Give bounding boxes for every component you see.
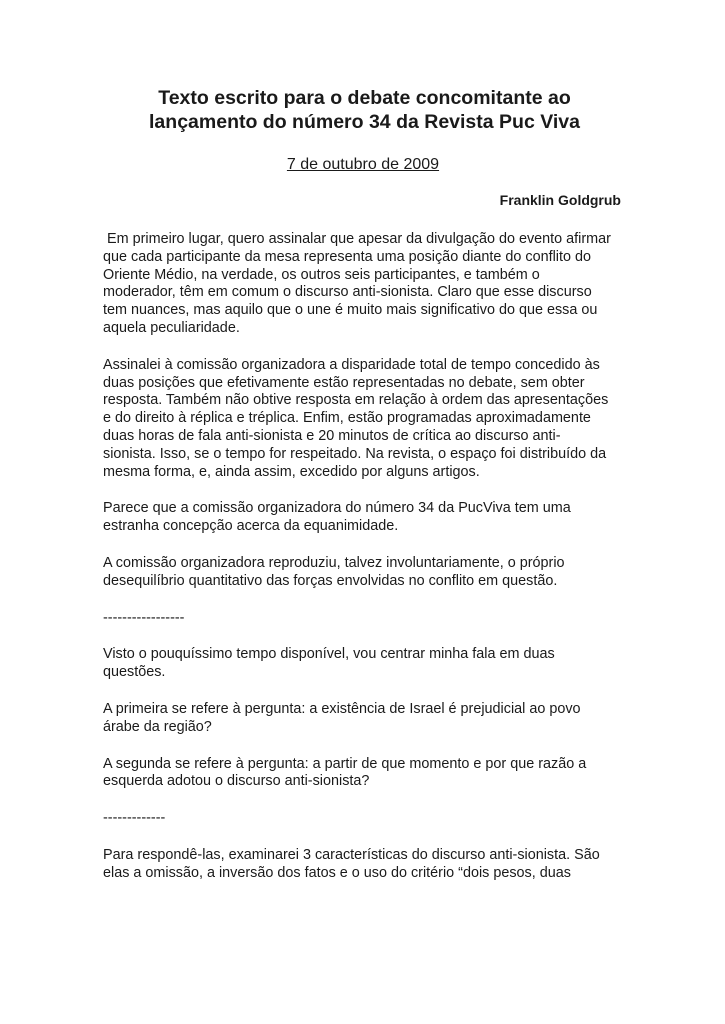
paragraph — [103, 555, 623, 591]
paragraph-line: A segunda se refere à pergunta: a partir de que momento e por que razão a — [103, 755, 587, 772]
author-name: Franklin Goldgrub — [499, 192, 621, 208]
paragraph — [103, 500, 623, 536]
paragraph-line: árabe da região? — [103, 718, 212, 735]
paragraph-line: questões. — [103, 664, 166, 681]
paragraph-line: duas posições que efetivamente estão representadas no debate, sem obter — [103, 374, 585, 391]
paragraph-line: A primeira se refere à pergunta: a existência de Israel é prejudicial ao povo — [103, 700, 581, 717]
document-page — [103, 86, 623, 902]
paragraph — [103, 610, 623, 628]
paragraph — [103, 701, 623, 737]
paragraph-line: e do direito à réplica e tréplica. Enfim, estão programadas aproximadamente — [103, 410, 591, 427]
paragraph-line: tem nuances, mas aquilo que o une é muito mais significativo do que essa ou — [103, 302, 598, 319]
paragraph — [103, 646, 623, 682]
paragraph — [103, 756, 623, 792]
paragraph-line: resposta. Também não obtive resposta em relação à ordem das apresentações — [103, 392, 609, 409]
paragraph-line: Assinalei à comissão organizadora a disparidade total de tempo concedido às — [103, 356, 600, 373]
paragraph-line: esquerda adotou o discurso anti-sionista? — [103, 773, 370, 790]
document-date: 7 de outubro de 2009 — [286, 156, 440, 173]
paragraph-line: A comissão organizadora reproduziu, talvez involuntariamente, o próprio — [103, 554, 565, 571]
paragraph-line: aquela peculiaridade. — [103, 319, 240, 336]
paragraph-line: desequilíbrio quantitativo das forças envolvidas no conflito em questão. — [103, 572, 558, 589]
paragraph-line: estranha concepção acerca da equanimidade. — [103, 518, 399, 535]
paragraph-line: mesma forma, e, ainda assim, excedido por alguns artigos. — [103, 463, 480, 480]
paragraph-line: ------------- — [103, 810, 166, 827]
paragraph-line: elas a omissão, a inversão dos fatos e o uso do critério “dois pesos, duas — [103, 864, 571, 881]
document-body — [103, 231, 623, 883]
paragraph-line: Para respondê-las, examinarei 3 características do discurso anti-sionista. São — [103, 846, 600, 863]
paragraph — [103, 810, 623, 828]
title-line: lançamento do número 34 da Revista Puc Viva — [149, 111, 580, 133]
paragraph-line: Parece que a comissão organizadora do número 34 da PucViva tem uma — [103, 500, 571, 517]
paragraph-line: ----------------- — [103, 609, 185, 626]
paragraph-line: que cada participante da mesa representa uma posição diante do conflito do — [103, 248, 592, 265]
paragraph — [103, 231, 623, 338]
paragraph-line: Oriente Médio, na verdade, os outros seis participantes, e também o — [103, 266, 540, 283]
paragraph — [103, 357, 623, 482]
paragraph-line: Em primeiro lugar, quero assinalar que apesar da divulgação do evento afirmar — [103, 231, 611, 247]
paragraph-line: Visto o pouquíssimo tempo disponível, vou centrar minha fala em duas — [103, 646, 555, 663]
paragraph-line: sionista. Isso, se o tempo for respeitado. Na revista, o espaço foi distribuído da — [103, 445, 607, 462]
paragraph-line: moderador, têm em comum o discurso anti-sionista. Claro que esse discurso — [103, 284, 592, 301]
paragraph — [103, 847, 623, 883]
paragraph-line: duas horas de fala anti-sionista e 20 minutos de crítica ao discurso anti- — [103, 427, 561, 444]
title-line: Texto escrito para o debate concomitante ao — [158, 87, 571, 109]
document-title — [103, 86, 623, 134]
